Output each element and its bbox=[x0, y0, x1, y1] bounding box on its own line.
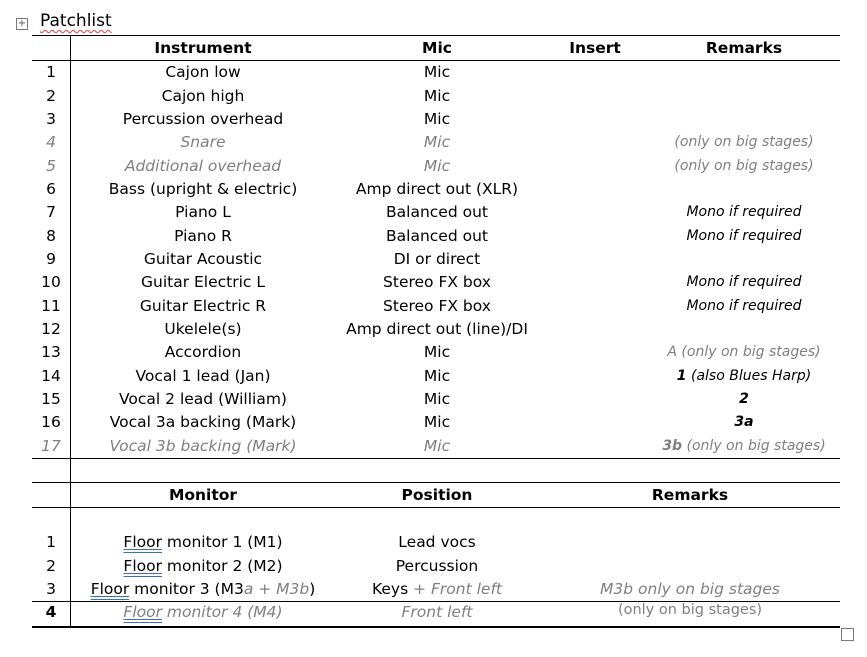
position-cell bbox=[398, 533, 475, 551]
remark-marker: 1 bbox=[676, 368, 687, 384]
row-number: 2 bbox=[46, 557, 56, 575]
monitor-cell bbox=[123, 557, 282, 575]
mic-cell: Mic bbox=[423, 413, 451, 431]
mic-cell: Amp direct out (XLR) bbox=[355, 180, 519, 198]
remarks-cell bbox=[739, 391, 749, 407]
remark-text: (only on big stages) bbox=[674, 134, 814, 150]
remarks-cell bbox=[686, 298, 801, 314]
mic-cell: Balanced out bbox=[386, 203, 488, 221]
remark-text: Mono if required bbox=[686, 228, 802, 244]
remarks-cell bbox=[674, 158, 813, 174]
row-number: 13 bbox=[41, 343, 61, 361]
mic-cell: Stereo FX box bbox=[383, 273, 491, 291]
row-number: 3 bbox=[46, 580, 56, 598]
instrument-cell: Ukelele(s) bbox=[164, 320, 242, 338]
monitor-text: monitor 2 (M2) bbox=[161, 557, 283, 575]
row-number: 16 bbox=[41, 413, 61, 431]
remark-marker: 3b bbox=[662, 438, 683, 454]
remark-text: Mono if required bbox=[686, 298, 802, 314]
row-number: 9 bbox=[46, 250, 56, 268]
monitor-cell bbox=[123, 603, 282, 621]
header-mic: Mic bbox=[422, 39, 452, 57]
remark-text: Mono if required bbox=[686, 274, 802, 290]
header-insert: Insert bbox=[569, 39, 621, 57]
header-instrument: Instrument bbox=[154, 39, 252, 57]
position-cell bbox=[396, 557, 478, 575]
position-text: Percussion bbox=[395, 557, 479, 575]
header-position: Position bbox=[401, 486, 473, 504]
mic-cell: Mic bbox=[423, 437, 451, 455]
remarks-cell bbox=[662, 438, 825, 454]
remark-text: (only on big stages) bbox=[674, 158, 814, 174]
mic-cell: Mic bbox=[423, 157, 451, 175]
remark-text: Mono if required bbox=[686, 204, 802, 220]
mic-cell: Mic bbox=[423, 390, 451, 408]
row-number: 7 bbox=[46, 203, 56, 221]
header-remarks: Remarks bbox=[705, 39, 783, 57]
instrument-cell: Piano L bbox=[175, 203, 231, 221]
row-number: 1 bbox=[46, 533, 56, 551]
position-cell bbox=[372, 580, 502, 598]
patch-table-bottom-border bbox=[32, 458, 840, 459]
monitor-floor-word: Floor bbox=[90, 580, 130, 598]
instrument-cell: Additional overhead bbox=[124, 157, 282, 175]
row-number: 14 bbox=[41, 367, 61, 385]
monitor-text: monitor 3 (M3 bbox=[129, 580, 244, 598]
remarks-cell bbox=[667, 344, 820, 360]
mic-cell: Mic bbox=[423, 63, 451, 81]
instrument-cell: Percussion overhead bbox=[122, 110, 284, 128]
monitor-table-header-border bbox=[32, 507, 840, 508]
monitor-extra: a + M3b bbox=[243, 580, 310, 598]
patch-table-header-border bbox=[32, 60, 840, 61]
remarks-cell bbox=[686, 204, 801, 220]
table-move-handle-icon[interactable]: + bbox=[17, 18, 27, 29]
mic-cell: Mic bbox=[423, 367, 451, 385]
monitor-floor-word: Floor bbox=[123, 557, 162, 575]
row-number: 4 bbox=[46, 133, 56, 151]
mic-cell: Mic bbox=[423, 343, 451, 361]
remark-text: (also Blues Harp) bbox=[686, 368, 812, 384]
mic-cell: Stereo FX box bbox=[383, 297, 491, 315]
instrument-cell: Bass (upright & electric) bbox=[108, 180, 298, 198]
instrument-cell: Cajon high bbox=[161, 87, 245, 105]
position-text: Lead vocs bbox=[398, 533, 476, 551]
remark-text: A (only on big stages) bbox=[667, 344, 821, 360]
header-monitor-remarks: Remarks bbox=[651, 486, 729, 504]
monitor-remarks-cell: M3b only on big stages bbox=[600, 580, 780, 598]
remarks-cell bbox=[674, 134, 813, 150]
remarks-cell bbox=[734, 414, 753, 430]
monitor-cell bbox=[123, 533, 282, 551]
instrument-cell: Vocal 1 lead (Jan) bbox=[135, 367, 271, 385]
position-text: Front left bbox=[401, 603, 473, 621]
instrument-cell: Vocal 3a backing (Mark) bbox=[109, 413, 297, 431]
monitor-text: monitor 4 (M4) bbox=[161, 603, 283, 621]
row-number: 3 bbox=[46, 110, 56, 128]
monitor-floor-word: Floor bbox=[123, 533, 162, 551]
position-extra: + Front left bbox=[408, 580, 503, 598]
instrument-cell: Cajon low bbox=[165, 63, 241, 81]
row-number: 1 bbox=[46, 63, 56, 81]
remark-marker: 3a bbox=[734, 414, 754, 430]
mic-cell: Amp direct out (line)/DI bbox=[346, 320, 528, 338]
monitor-close: ) bbox=[309, 580, 316, 598]
instrument-cell: Accordion bbox=[164, 343, 242, 361]
remark-marker: 2 bbox=[739, 391, 749, 407]
instrument-cell: Piano R bbox=[174, 227, 232, 245]
instrument-cell: Guitar Electric R bbox=[139, 297, 267, 315]
monitor-table-top-border bbox=[32, 482, 840, 483]
position-text: Keys bbox=[371, 580, 409, 598]
row-number: 4 bbox=[45, 603, 57, 621]
instrument-cell: Guitar Acoustic bbox=[143, 250, 263, 268]
remarks-cell bbox=[686, 274, 801, 290]
header-monitor: Monitor bbox=[168, 486, 238, 504]
position-cell bbox=[402, 603, 473, 621]
monitor-text: monitor 1 (M1) bbox=[161, 533, 283, 551]
row-number: 12 bbox=[41, 320, 61, 338]
instrument-cell: Guitar Electric L bbox=[140, 273, 266, 291]
row-number: 15 bbox=[41, 390, 61, 408]
patch-table-top-border bbox=[32, 35, 840, 36]
mic-cell: Mic bbox=[423, 87, 451, 105]
remarks-cell bbox=[686, 228, 801, 244]
monitor-table-number-divider bbox=[70, 482, 71, 627]
page-title: Patchlist bbox=[40, 11, 112, 31]
monitor-floor-word: Floor bbox=[123, 603, 162, 621]
row-number: 5 bbox=[46, 157, 56, 175]
monitor-remarks-cell: (only on big stages) bbox=[617, 602, 763, 618]
row-number: 17 bbox=[41, 437, 61, 455]
mic-cell: Mic bbox=[423, 133, 451, 151]
remarks-cell bbox=[677, 368, 811, 384]
row-number: 6 bbox=[46, 180, 56, 198]
row-number: 10 bbox=[41, 273, 61, 291]
instrument-cell: Vocal 3b backing (Mark) bbox=[109, 437, 297, 455]
mic-cell: Balanced out bbox=[386, 227, 488, 245]
row-number: 2 bbox=[46, 87, 56, 105]
row-number: 11 bbox=[41, 297, 61, 315]
mic-cell: DI or direct bbox=[393, 250, 481, 268]
monitor-table-bottom-border bbox=[32, 626, 840, 628]
instrument-cell: Snare bbox=[180, 133, 226, 151]
row-number: 8 bbox=[46, 227, 56, 245]
instrument-cell: Vocal 2 lead (William) bbox=[119, 390, 287, 408]
monitor-cell bbox=[91, 580, 316, 598]
mic-cell: Mic bbox=[423, 110, 451, 128]
table-resize-handle-icon[interactable] bbox=[841, 628, 854, 641]
patch-table-number-divider bbox=[70, 35, 71, 482]
remark-text: (only on big stages) bbox=[682, 438, 826, 454]
